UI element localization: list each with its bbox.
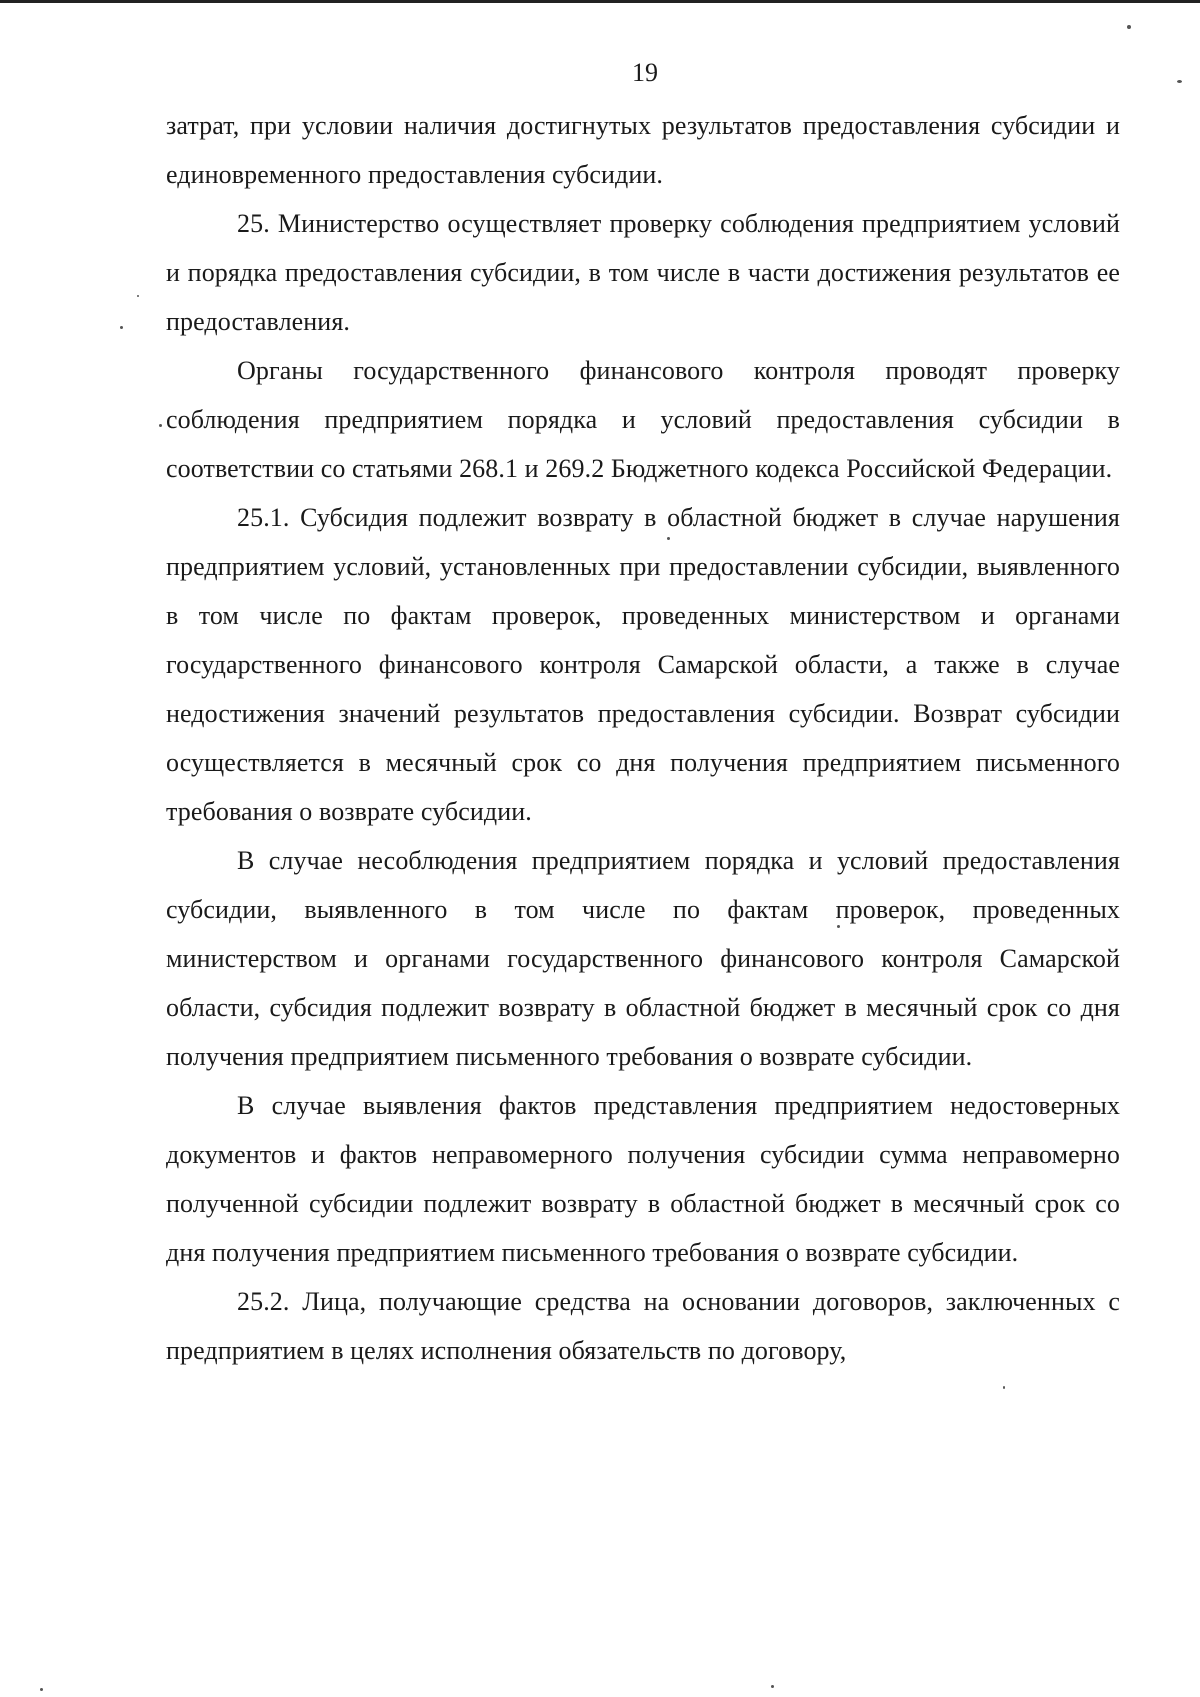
page-number: 19	[632, 58, 658, 87]
scan-top-edge	[0, 0, 1200, 3]
paragraph-continuation: затрат, при условии наличия достигнутых результатов предоставления субсидии и единовременного предоставления субсидии.	[166, 111, 1120, 189]
paragraph-noncompliance: В случае несоблюдения предприятием порядка и условий предоставления субсидии, выявленного в том числе по фактам проверок, проведенных министерством и органами государственного финансового контроля Самарской области, субсидия подлежит возврату в областной бюджет в месячный срок со дня получения предприятием письменного требования о возврате субсидии.	[166, 846, 1120, 1071]
scan-speck	[137, 295, 139, 297]
scan-speck	[837, 925, 840, 928]
paragraph-25-2: 25.2. Лица, получающие средства на основании договоров, заключенных с предприятием в целях исполнения обязательств по договору,	[166, 1287, 1120, 1365]
paragraph-25-1: 25.1. Субсидия подлежит возврату в областной бюджет в случае нарушения предприятием условий, установленных при предоставлении субсидии, выявленного в том числе по фактам проверок, проведенных министерством и органами государственного финансового контроля Самарской области, а также в случае недостижения значений результатов предоставления субсидии. Возврат субсидии осуществляется в месячный срок со дня получения предприятием письменного требования о возврате субсидии.	[166, 503, 1120, 826]
paragraph-25: 25. Министерство осуществляет проверку соблюдения предприятием условий и порядка предоставления субсидии, в том числе в части достижения результатов ее предоставления.	[166, 209, 1120, 336]
scan-speck	[159, 424, 162, 427]
scan-speck	[1003, 1386, 1005, 1389]
document-body	[166, 101, 1120, 1375]
scan-speck	[1127, 25, 1131, 29]
scan-speck	[120, 326, 123, 329]
scan-speck	[1177, 80, 1182, 83]
scan-speck	[771, 1685, 774, 1688]
paragraph-control-bodies: Органы государственного финансового контроля проводят проверку соблюдения предприятием порядка и условий предоставления субсидии в соответствии со статьями 268.1 и 269.2 Бюджетного кодекса Российской Федерации.	[166, 356, 1120, 483]
paragraph-false-documents: В случае выявления фактов представления предприятием недостоверных документов и фактов неправомерного получения субсидии сумма неправомерно полученной субсидии подлежит возврату в областной бюджет в месячный срок со дня получения предприятием письменного требования о возврате субсидии.	[166, 1091, 1120, 1267]
scan-speck	[40, 1688, 43, 1691]
scan-speck	[667, 537, 670, 540]
